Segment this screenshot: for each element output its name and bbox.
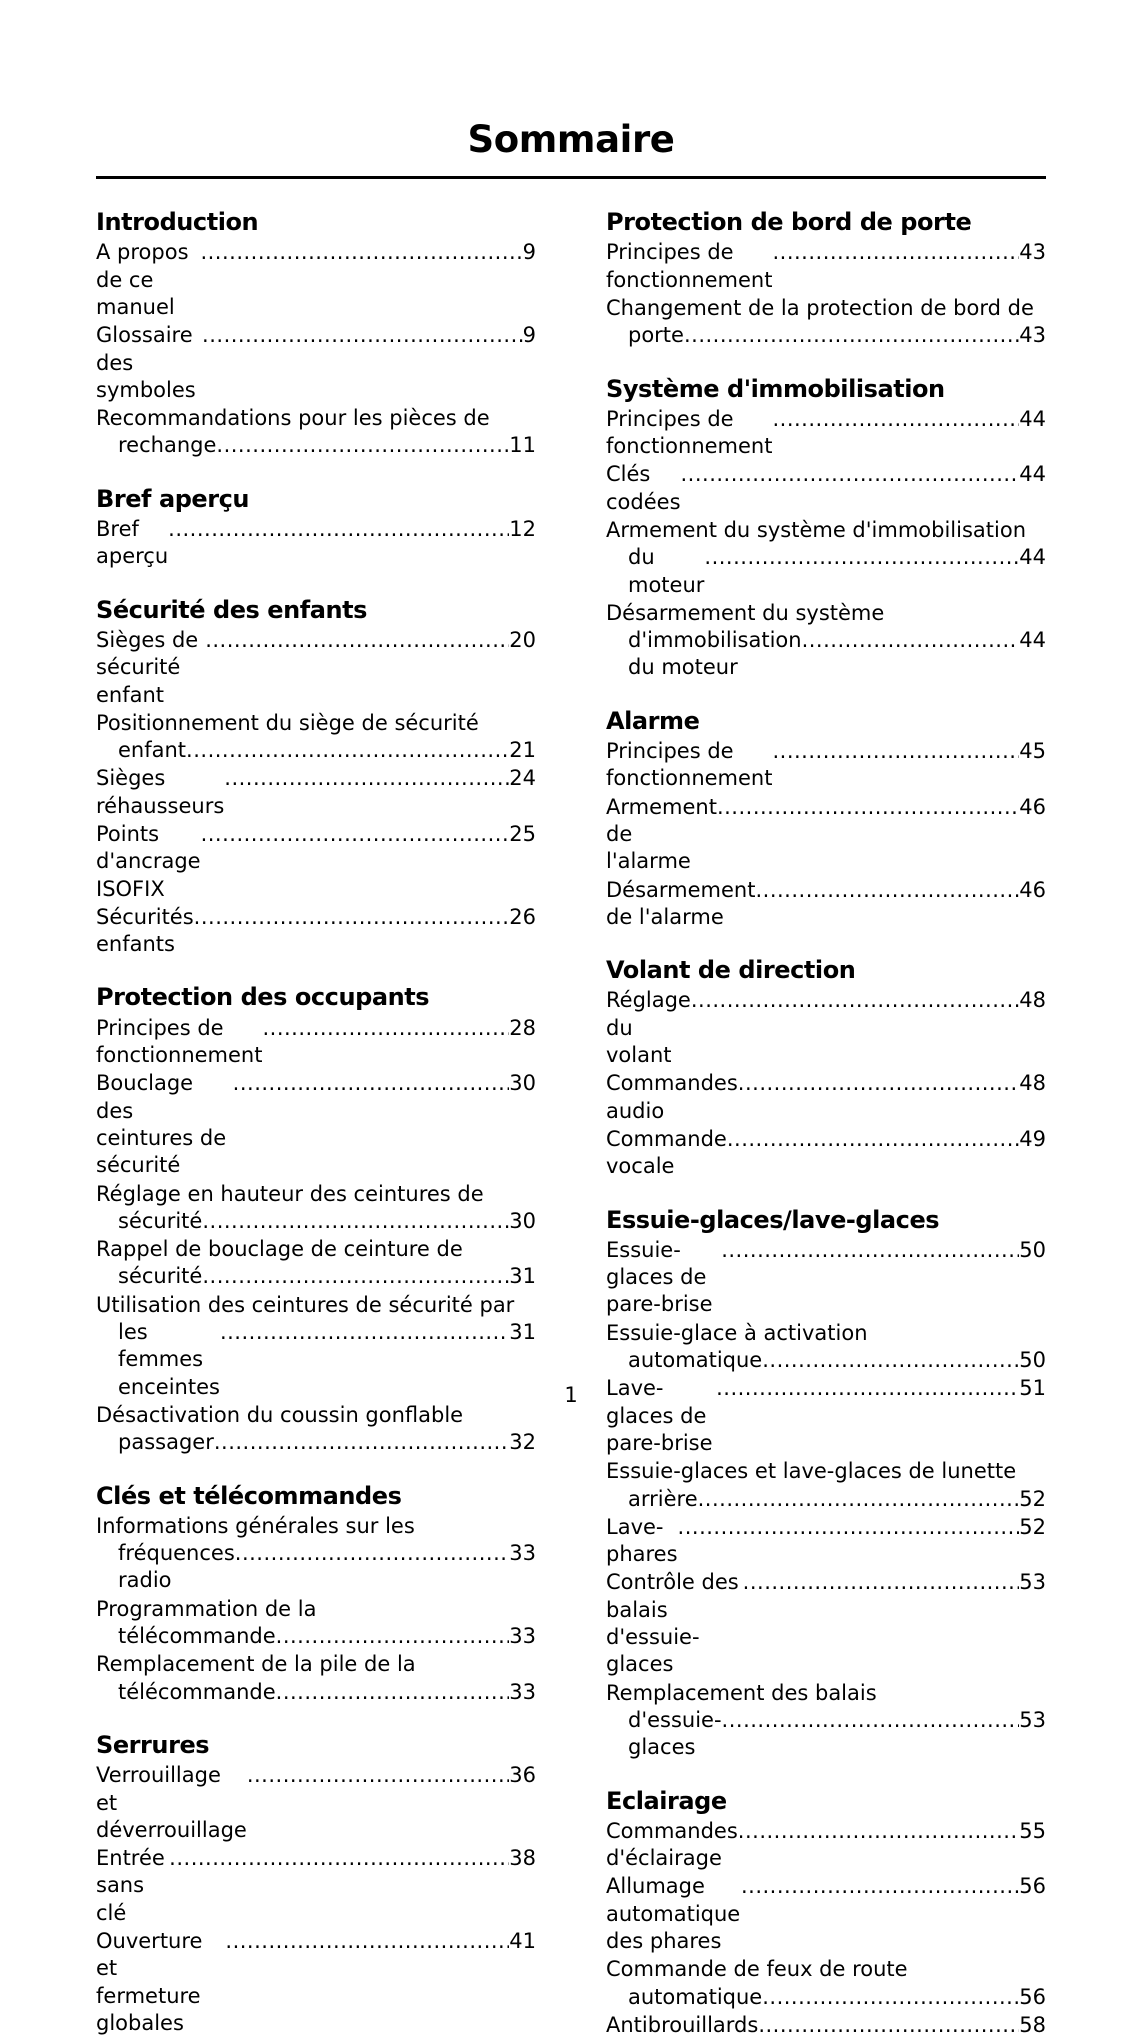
toc-entry-label: Principes de fonctionnement — [606, 240, 773, 292]
dot-leader — [698, 1486, 1020, 1513]
toc-entry-page-number: 43 — [1019, 240, 1046, 265]
toc-entry-page-number: 24 — [509, 766, 536, 791]
toc-entry-label: Remplacement des balais — [606, 1680, 877, 1705]
toc-entry-label: Rappel de bouclage de ceinture de — [96, 1237, 463, 1262]
toc-entry-label-continued: d'essuie-glaces — [628, 1707, 722, 1760]
toc-section-heading[interactable]: Clés et télécommandes — [96, 1481, 402, 1510]
toc-section — [606, 1206, 1046, 1762]
dot-leader — [202, 322, 523, 349]
toc-entry-page-number: 33 — [509, 1679, 536, 1704]
toc-entry-row — [606, 1569, 1046, 1678]
toc-section-heading[interactable]: Sécurité des enfants — [96, 595, 367, 624]
toc-entry-page-number: 9 — [522, 323, 536, 348]
dot-leader — [168, 516, 509, 543]
toc-entry-page-number: 33 — [509, 1541, 536, 1566]
toc-entry-row — [96, 239, 536, 321]
toc-entry-row — [606, 461, 1046, 516]
toc-entry[interactable] — [96, 1070, 536, 1179]
toc-entry-label: Sièges réhausseurs — [96, 766, 225, 818]
dot-leader — [743, 1569, 1020, 1596]
toc-section-heading[interactable]: Eclairage — [606, 1786, 727, 1815]
toc-entry[interactable] — [96, 821, 536, 903]
toc-entry[interactable] — [606, 1237, 1046, 1319]
toc-section-heading[interactable]: Volant de direction — [606, 956, 856, 985]
toc-section-heading[interactable]: Protection des occupants — [96, 983, 430, 1012]
toc-entry-page-number: 46 — [1019, 877, 1046, 902]
toc-entry-label: Contrôle des balais d'essuie-glaces — [606, 1570, 746, 1677]
toc-entry-label-continued: sécurité — [118, 1264, 203, 1289]
toc-entry-row — [606, 2012, 1046, 2039]
toc-entry[interactable] — [606, 1070, 1046, 1125]
toc-entry-label-continued: télécommande — [118, 1624, 276, 1649]
toc-entry-row — [96, 765, 536, 820]
toc-section — [96, 208, 536, 460]
dot-leader — [186, 737, 509, 764]
toc-entry-label: Informations générales sur les — [96, 1513, 415, 1538]
toc-entry-label-continued: du moteur — [628, 545, 705, 597]
toc-entry-row — [96, 1928, 536, 2037]
toc-entry-page-number: 28 — [509, 1015, 536, 1040]
page-title: Sommaire — [467, 118, 675, 161]
toc-entry[interactable] — [96, 239, 536, 321]
toc-entry-label: Points d'ancrage ISOFIX — [96, 821, 208, 901]
toc-entry-continuation — [606, 627, 1046, 682]
toc-entry-label: Utilisation des ceintures de sécurité par — [96, 1292, 515, 1317]
toc-entry[interactable] — [606, 461, 1046, 516]
dot-leader — [772, 406, 1019, 433]
toc-entry[interactable] — [606, 295, 1046, 350]
toc-entry-page-number: 21 — [509, 738, 536, 763]
dot-leader — [727, 1126, 1019, 1153]
toc-entry-label: Principes de fonctionnement — [606, 739, 773, 791]
toc-entry-page-number: 46 — [1019, 794, 1046, 819]
toc-section-heading[interactable]: Bref aperçu — [96, 484, 250, 513]
toc-entry-label: Bouclage des ceintures de sécurité — [96, 1071, 233, 1178]
toc-entry-page-number: 12 — [509, 517, 536, 541]
toc-entry-page-number: 52 — [1019, 1514, 1046, 1539]
toc-entry-continuation — [96, 1208, 536, 1235]
toc-entry-row — [96, 627, 536, 709]
toc-entry-page-number: 48 — [1019, 988, 1046, 1013]
toc-entry-page-number: 49 — [1019, 1126, 1046, 1151]
toc-entry[interactable] — [96, 627, 536, 709]
toc-entry-page-number: 36 — [509, 1763, 536, 1788]
toc-section — [606, 1787, 1046, 2040]
toc-entry-label: Réglage en hauteur des ceintures de — [96, 1181, 484, 1206]
toc-entry-row — [606, 1126, 1046, 1181]
dot-leader — [214, 1429, 509, 1456]
toc-entry[interactable] — [606, 1320, 1046, 1375]
toc-section-heading[interactable]: Système d'immobilisation — [606, 374, 945, 403]
toc-entry-page-number: 53 — [1019, 1707, 1046, 1732]
toc-entry[interactable] — [606, 1514, 1046, 1569]
toc-entry-label: Programmation de la — [96, 1596, 317, 1621]
toc-entry[interactable] — [96, 1236, 536, 1291]
dot-leader — [738, 1070, 1019, 1097]
toc-entry-label: Désarmement du système — [606, 600, 885, 625]
toc-entry-label-continued: enfant — [118, 738, 187, 763]
toc-entry-page-number: 44 — [1019, 406, 1046, 431]
toc-entry-page-number: 32 — [509, 1430, 536, 1455]
toc-section — [96, 485, 536, 571]
toc-entry-label: Remplacement de la pile de la — [96, 1652, 416, 1677]
toc-entry-row — [606, 794, 1046, 876]
dot-leader — [202, 1208, 509, 1235]
dot-leader — [678, 1514, 1020, 1541]
toc-section — [606, 375, 1046, 682]
toc-entry-row — [606, 877, 1046, 932]
toc-entry-label: Clés codées — [606, 462, 681, 514]
toc-entry-continuation — [606, 322, 1046, 349]
toc-entry[interactable] — [606, 877, 1046, 932]
toc-entry-row — [606, 1237, 1046, 1319]
toc-entry-label-continued: rechange — [118, 433, 224, 458]
toc-entry-continuation — [96, 1263, 536, 1290]
toc-entry-label: Changement de la protection de bord de — [606, 295, 1034, 320]
toc-entry-continuation — [96, 1623, 536, 1650]
toc-section-heading[interactable]: Essuie-glaces/lave-glaces — [606, 1205, 940, 1234]
toc-entry-page-number: 20 — [509, 627, 536, 652]
toc-entry-label-continued: porte — [628, 323, 684, 348]
toc-entry[interactable] — [606, 738, 1046, 793]
toc-entry-row — [606, 1818, 1046, 1873]
toc-entry[interactable] — [606, 1458, 1046, 1513]
toc-entry-continuation — [606, 1707, 1046, 1762]
toc-section — [606, 956, 1046, 1180]
toc-entry[interactable] — [606, 239, 1046, 294]
dot-leader — [762, 1984, 1019, 2011]
toc-entry-label: Allumage automatique des phares — [606, 1874, 747, 1954]
toc-entry-continuation — [96, 737, 536, 764]
title-divider — [96, 176, 1046, 179]
dot-leader — [220, 1319, 509, 1346]
footer-page-number: 1 — [564, 1383, 578, 1407]
dot-leader — [235, 1540, 510, 1567]
toc-entry[interactable] — [96, 1015, 536, 1070]
toc-entry-continuation — [606, 1347, 1046, 1374]
toc-entry-label-continued: automatique — [628, 1348, 763, 1373]
toc-entry-page-number: 11 — [509, 433, 536, 458]
toc-entry[interactable] — [96, 765, 536, 820]
toc-entry-label-continued: passager — [118, 1430, 214, 1455]
toc-entry-page-number: 56 — [1019, 1874, 1046, 1899]
toc-entry-label: Réglage du volant — [606, 988, 698, 1068]
toc-entry-page-number: 56 — [1019, 1984, 1046, 2009]
toc-entry-label: Commande de feux de route — [606, 1957, 908, 1982]
toc-entry-label: Recommandations pour les pièces de — [96, 406, 490, 431]
toc-entry-page-number: 50 — [1019, 1348, 1046, 1373]
toc-entry[interactable] — [96, 1845, 536, 1927]
toc-section — [96, 1482, 536, 1706]
toc-entry[interactable] — [606, 1569, 1046, 1678]
dot-leader — [758, 2012, 1019, 2039]
toc-entry[interactable] — [96, 322, 536, 404]
toc-entry[interactable] — [96, 405, 536, 460]
toc-entry-row — [606, 239, 1046, 294]
toc-entry-continuation — [606, 544, 1046, 599]
toc-entry-label: Sécurités enfants — [96, 904, 201, 957]
toc-entry-label: Glossaire des symboles — [96, 323, 200, 402]
toc-entry[interactable] — [606, 600, 1046, 682]
toc-section-heading[interactable]: Introduction — [96, 208, 259, 236]
toc-columns — [96, 208, 1046, 2040]
toc-entry-continuation — [606, 1984, 1046, 2011]
toc-entry-page-number: 43 — [1019, 323, 1046, 348]
dot-leader — [262, 1015, 509, 1042]
toc-entry-continuation — [606, 1486, 1046, 1513]
toc-entry[interactable] — [96, 1651, 536, 1706]
toc-entry-label: Commande vocale — [606, 1126, 734, 1179]
toc-entry[interactable] — [96, 1928, 536, 2037]
toc-entry-page-number: 38 — [509, 1846, 536, 1871]
toc-entry-page-number: 55 — [1019, 1818, 1046, 1843]
toc-entry[interactable] — [606, 1956, 1046, 2011]
dot-leader — [202, 1263, 509, 1290]
toc-entry-label: Positionnement du siège de sécurité — [96, 710, 479, 735]
toc-entry[interactable] — [606, 1680, 1046, 1762]
toc-section — [96, 596, 536, 959]
toc-entry-page-number: 31 — [509, 1320, 536, 1345]
dot-leader — [216, 432, 509, 459]
dot-leader — [169, 1845, 509, 1872]
dot-leader — [205, 627, 509, 654]
toc-entry-page-number: 51 — [1019, 1376, 1046, 1401]
toc-entry-label: Armement du système d'immobilisation — [606, 518, 1026, 542]
toc-entry[interactable] — [96, 710, 536, 765]
dot-leader — [194, 904, 510, 931]
toc-entry-row — [606, 738, 1046, 793]
toc-section — [606, 707, 1046, 931]
toc-entry-row — [606, 1070, 1046, 1125]
dot-leader — [772, 239, 1019, 266]
dot-leader — [247, 1762, 509, 1789]
toc-entry-label: A propos de ce manuel — [96, 240, 196, 319]
toc-entry-label: Commandes d'éclairage — [606, 1818, 745, 1871]
toc-entry-row — [96, 516, 536, 571]
toc-entry[interactable] — [96, 1181, 536, 1236]
toc-entry-row — [606, 1873, 1046, 1955]
dot-leader — [681, 461, 1020, 488]
toc-entry-label: Lave-glaces de pare-brise — [606, 1376, 714, 1455]
toc-entry-label: Essuie-glaces de pare-brise — [606, 1237, 714, 1317]
dot-leader — [200, 239, 522, 266]
toc-entry-continuation — [96, 432, 536, 459]
dot-leader — [233, 1070, 510, 1097]
toc-section — [96, 1731, 536, 2037]
toc-entry-label: Sièges de sécurité enfant — [96, 627, 205, 707]
toc-entry[interactable] — [606, 406, 1046, 461]
dot-leader — [691, 987, 1019, 1014]
toc-entry-label: Principes de fonctionnement — [96, 1015, 263, 1068]
toc-entry-label: Armement de l'alarme — [606, 794, 724, 874]
toc-section-heading[interactable]: Alarme — [606, 706, 700, 735]
toc-entry-page-number: 30 — [509, 1071, 536, 1096]
toc-entry-page-number: 48 — [1019, 1071, 1046, 1096]
dot-leader — [738, 1818, 1019, 1845]
toc-entry-page-number: 44 — [1019, 462, 1046, 487]
toc-entry-page-number: 25 — [509, 821, 536, 846]
toc-entry[interactable] — [606, 987, 1046, 1069]
toc-entry-label: Entrée sans clé — [96, 1846, 172, 1925]
toc-entry-row — [96, 1845, 536, 1927]
toc-entry-label-continued: d'immobilisation du moteur — [628, 628, 809, 680]
toc-entry-continuation — [96, 1679, 536, 1706]
toc-entry[interactable] — [96, 1513, 536, 1595]
toc-entry-label-continued: fréquences radio — [118, 1541, 242, 1593]
toc-entry-page-number: 53 — [1019, 1570, 1046, 1595]
toc-entry[interactable] — [606, 517, 1046, 599]
toc-entry-page-number: 45 — [1019, 739, 1046, 764]
toc-entry-row — [96, 1070, 536, 1179]
dot-leader — [755, 877, 1019, 904]
toc-entry[interactable] — [96, 1402, 536, 1457]
toc-entry-label: Principes de fonctionnement — [606, 406, 773, 459]
toc-entry-row — [96, 322, 536, 404]
toc-entry-page-number: 26 — [509, 904, 536, 929]
toc-entry-label: Verrouillage et déverrouillage — [96, 1763, 247, 1842]
toc-entry-label: Antibrouillards — [606, 2012, 759, 2037]
dot-leader — [276, 1623, 510, 1650]
toc-entry-row — [606, 406, 1046, 461]
toc-entry-label: Lave-phares — [606, 1514, 678, 1567]
toc-entry-label-continued: automatique — [628, 1984, 763, 2009]
toc-entry-row — [606, 987, 1046, 1069]
toc-entry-page-number: 33 — [509, 1624, 536, 1649]
toc-entry-label: Essuie-glaces et lave-glaces de lunette — [606, 1459, 1017, 1484]
toc-entry-label: Essuie-glace à activation — [606, 1320, 868, 1345]
toc-entry[interactable] — [96, 904, 536, 959]
toc-entry-label: Ouverture et fermeture globales — [96, 1929, 210, 2035]
toc-entry-row — [96, 904, 536, 959]
toc-entry-label: Bref aperçu — [96, 517, 169, 569]
toc-entry-page-number: 44 — [1019, 545, 1046, 570]
toc-entry-row — [606, 1514, 1046, 1569]
toc-entry[interactable] — [96, 516, 536, 571]
dot-leader — [201, 821, 510, 848]
toc-section — [606, 208, 1046, 350]
toc-entry-page-number: 58 — [1019, 2012, 1046, 2037]
dot-leader — [717, 794, 1019, 821]
dot-leader — [762, 1347, 1019, 1374]
toc-entry[interactable] — [606, 794, 1046, 876]
toc-entry-label: Désarmement de l'alarme — [606, 877, 763, 929]
dot-leader — [802, 627, 1020, 654]
dot-leader — [704, 544, 1019, 571]
toc-entry-label: Désactivation du coussin gonflable — [96, 1402, 464, 1427]
toc-entry-page-number: 50 — [1019, 1237, 1046, 1262]
dot-leader — [772, 738, 1019, 765]
dot-leader — [276, 1679, 510, 1706]
toc-entry[interactable] — [606, 2012, 1046, 2039]
toc-entry-row — [96, 1015, 536, 1070]
toc-entry-row — [96, 821, 536, 903]
toc-entry-page-number: 44 — [1019, 628, 1046, 653]
toc-entry[interactable] — [606, 1126, 1046, 1181]
toc-entry[interactable] — [606, 1873, 1046, 1955]
toc-entry-label-continued: les femmes enceintes — [118, 1320, 220, 1399]
toc-entry-page-number: 31 — [509, 1264, 536, 1289]
toc-entry-label-continued: arrière — [628, 1486, 698, 1511]
toc-entry-page-number: 41 — [509, 1929, 536, 1954]
toc-section-heading[interactable]: Protection de bord de porte — [606, 208, 972, 236]
toc-entry-page-number: 9 — [522, 240, 536, 265]
toc-entry-page-number: 52 — [1019, 1486, 1046, 1511]
toc-entry-row — [96, 1762, 536, 1844]
toc-entry[interactable] — [96, 1762, 536, 1844]
toc-entry-continuation — [96, 1540, 536, 1595]
toc-entry[interactable] — [606, 1818, 1046, 1873]
dot-leader — [684, 322, 1019, 349]
toc-right-column — [606, 208, 1046, 2040]
dot-leader — [721, 1237, 1019, 1264]
toc-section-heading[interactable]: Serrures — [96, 1730, 210, 1759]
dot-leader — [722, 1707, 1020, 1734]
toc-entry-label-continued: sécurité — [118, 1208, 203, 1233]
dot-leader — [225, 1928, 509, 1955]
toc-entry-label-continued: télécommande — [118, 1679, 276, 1704]
dot-leader — [224, 765, 509, 792]
toc-left-column — [96, 208, 536, 2038]
toc-entry[interactable] — [96, 1596, 536, 1651]
toc-entry-continuation — [96, 1429, 536, 1456]
toc-entry-label: Commandes audio — [606, 1071, 745, 1123]
dot-leader — [741, 1873, 1019, 1900]
toc-entry-page-number: 30 — [509, 1208, 536, 1233]
